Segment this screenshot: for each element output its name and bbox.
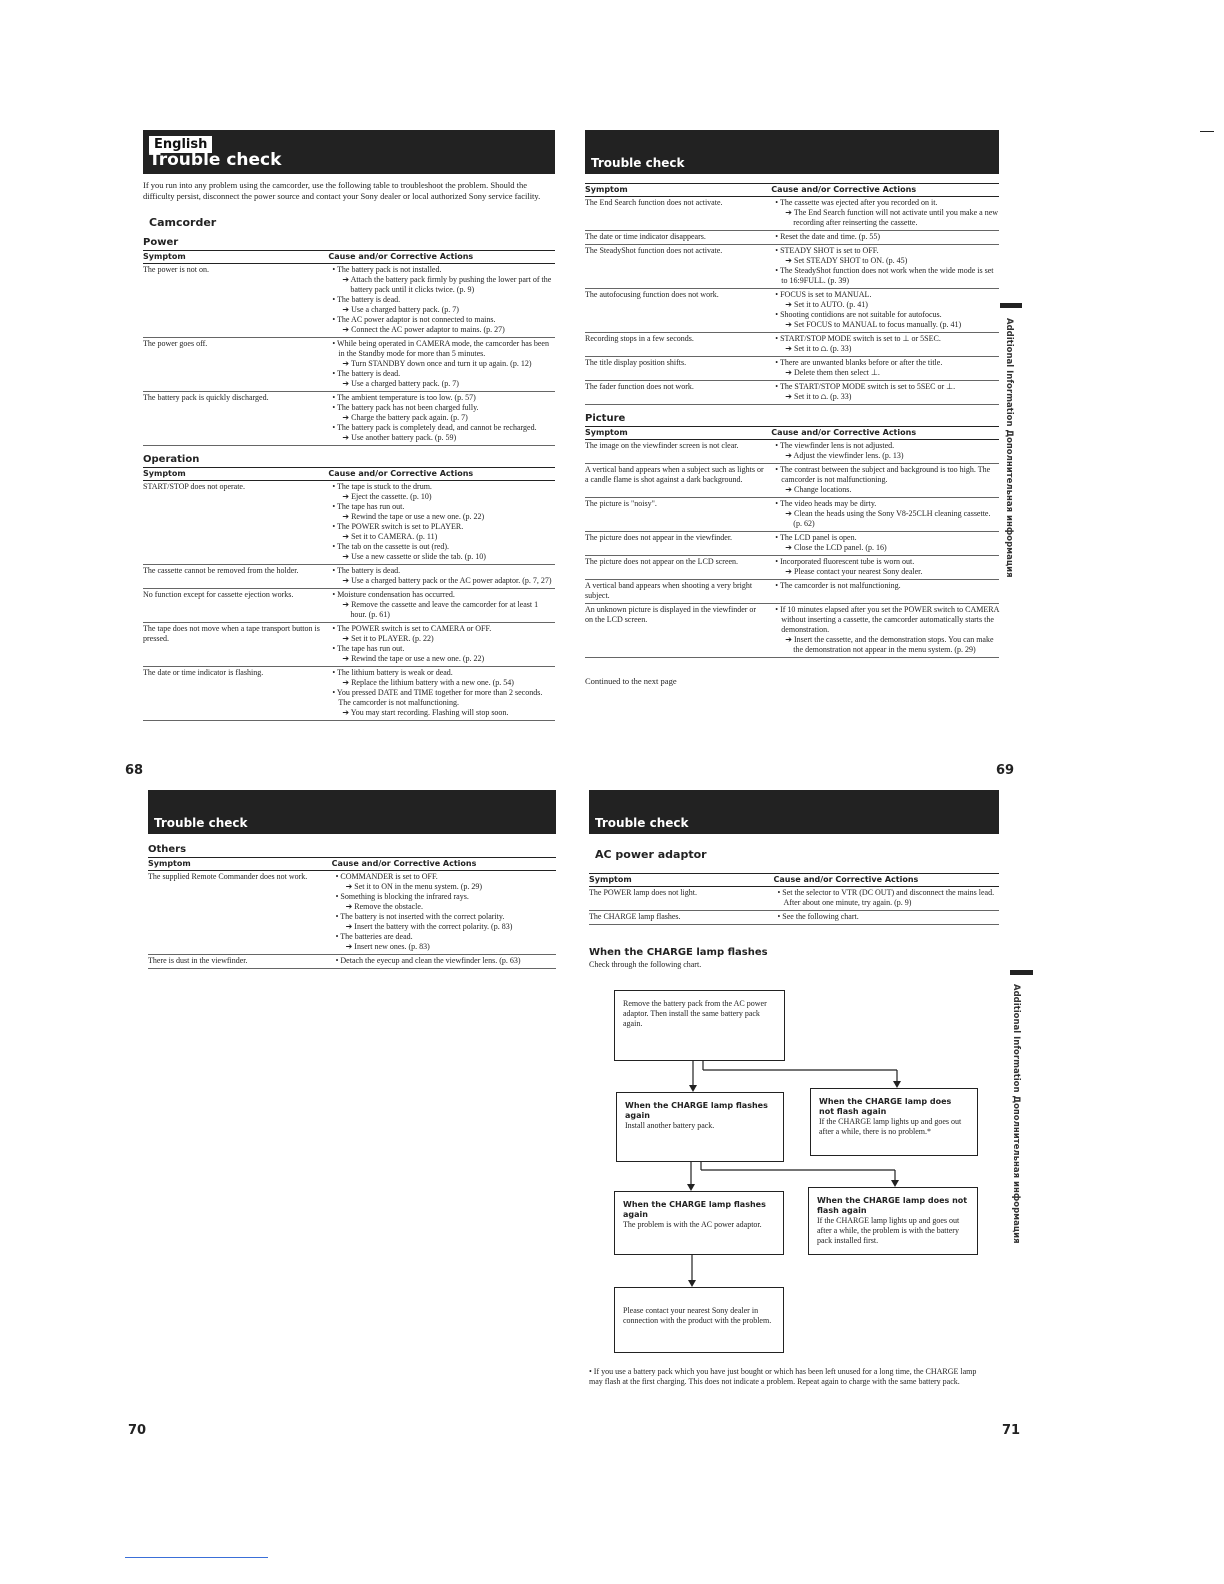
page-title: Trouble check [595,816,689,830]
corrective-action: ➔ Clean the heads using the Sony V8-25CLH cleaning cassette. (p. 62) [785,509,991,528]
corner-mark [1200,131,1214,132]
col-cause: Cause and/or Corrective Actions [774,874,1000,887]
corrective-action: ➔ Use a charged battery pack. (p. 7) [342,305,459,314]
cause-item: • The POWER switch is set to PLAYER. [332,522,464,531]
cause-cell [328,338,555,392]
corrective-action: ➔ Set it to ON in the menu system. (p. 29) [345,882,483,891]
symptom-cell: The power is not on. [143,264,328,338]
table-row [585,231,999,245]
corrective-action: ➔ Insert new ones. (p. 83) [345,942,430,951]
corrective-action: ➔ Rewind the tape or use a new one. (p. 22) [342,512,485,521]
col-cause: Cause and/or Corrective Actions [332,858,556,871]
cause-cell [328,264,555,338]
symptom-cell: The CHARGE lamp flashes. [589,911,774,925]
footer-rule [125,1557,268,1558]
cause-item: • See the following chart. [777,912,859,921]
table-row [589,911,999,925]
section-marker [1000,303,1022,308]
table-row [585,333,999,357]
cause-item: • The POWER switch is set to CAMERA or OFF. [332,624,492,633]
table-row [143,392,555,446]
cause-cell [771,333,999,357]
corrective-action: ➔ You may start recording. Flashing will stop soon. [342,708,509,717]
corrective-action: ➔ Use a charged battery pack or the AC power adaptor. (p. 7, 27) [342,576,552,585]
page-number-68: 68 [125,763,144,778]
cause-item: • The contrast between the subject and background is too high. The camcorder is not malfunctioning. [775,465,991,484]
flow-step-not-flash-2 [808,1187,978,1255]
cause-item: • START/STOP MODE switch is set to ⊥ or 5SEC. [775,334,941,343]
symptom-cell: The battery pack is quickly discharged. [143,392,328,446]
table-row [143,264,555,338]
cause-item: • The cassette was ejected after you recorded on it. [775,198,938,207]
page-title: Trouble check [154,816,248,830]
cause-item: • You pressed DATE and TIME together for more than 2 seconds. The camcorder is not malfunctioning. [332,688,543,707]
general-table [585,183,999,405]
cause-cell [328,589,555,623]
cause-cell [771,556,999,580]
cause-item: • Detach the eyecup and clean the viewfinder lens. (p. 63) [335,956,521,965]
cause-item: • STEADY SHOT is set to OFF. [775,246,879,255]
cause-cell [771,197,999,231]
flow-step-text: Please contact your nearest Sony dealer in connection with the product with the problem. [623,1306,772,1325]
cause-item: • While being operated in CAMERA mode, the camcorder has been in the Standby mode for more than 5 minutes. [332,339,549,358]
table-row [585,357,999,381]
corrective-action: ➔ Attach the battery pack firmly by pushing the lower part of the battery pack until it clicks twice. (p. 9) [342,275,552,294]
corrective-action: ➔ Charge the battery pack again. (p. 7) [342,413,468,422]
page-69 [585,130,999,686]
corrective-action: ➔ The End Search function will not activate until you make a new recording after reinserting the cassette. [785,208,999,227]
section-heading: AC power adaptor [595,848,707,861]
flow-step-text: Remove the battery pack from the AC power adaptor. Then install the same battery pack again. [623,999,767,1028]
symptom-cell: The date or time indicator disappears. [585,231,771,245]
cause-item: • The SteadyShot function does not work when the wide mode is set to 16:9FULL. (p. 39) [775,266,994,285]
table-row [143,338,555,392]
cause-cell [332,955,556,969]
operation-heading: Operation [143,454,200,465]
table-row [585,532,999,556]
symptom-cell: The supplied Remote Commander does not work. [148,871,332,955]
symptom-cell: There is dust in the viewfinder. [148,955,332,969]
cause-item: • There are unwanted blanks before or after the title. [775,358,943,367]
table-row [143,667,555,721]
cause-item: • Set the selector to VTR (DC OUT) and disconnect the mains lead. After about one minute, try again. (p. 9) [777,888,995,907]
picture-table [585,426,999,658]
symptom-cell: The fader function does not work. [585,381,771,405]
cause-cell [774,911,1000,925]
table-row [585,464,999,498]
cause-item: • Reset the date and time. (p. 55) [775,232,881,241]
cause-cell [771,580,999,604]
cause-item: • The video heads may be dirty. [775,499,877,508]
corrective-action: ➔ Set it to AUTO. (p. 41) [785,300,868,309]
section-heading: Camcorder [149,216,217,229]
table-row [148,955,556,969]
title-banner [148,790,556,834]
symptom-cell: The autofocusing function does not work. [585,289,771,333]
cause-cell [328,565,555,589]
flow-step-head: When the CHARGE lamp does not flash again [817,1196,968,1215]
table-row [143,565,555,589]
flow-step-flashes-again-2 [614,1191,784,1255]
corrective-action: ➔ Remove the obstacle. [345,902,423,911]
flow-step-text: Install another battery pack. [625,1121,715,1130]
corrective-action: ➔ Use another battery pack. (p. 59) [342,433,457,442]
col-cause: Cause and/or Corrective Actions [771,184,999,197]
symptom-cell: START/STOP does not operate. [143,481,328,565]
cause-item: • The tape has run out. [332,502,405,511]
cause-item: • The START/STOP MODE switch is set to 5SEC or ⊥. [775,382,956,391]
symptom-cell: An unknown picture is displayed in the viewfinder or on the LCD screen. [585,604,771,658]
language-tag: English [149,136,212,153]
table-row [589,887,999,911]
section-marker [1010,970,1033,975]
corrective-action: ➔ Set it to PLAYER. (p. 22) [342,634,434,643]
col-symptom: Symptom [589,874,774,887]
symptom-cell: No function except for cassette ejection works. [143,589,328,623]
symptom-cell: A vertical band appears when shooting a very bright subject. [585,580,771,604]
table-row [585,197,999,231]
corrective-action: ➔ Close the LCD panel. (p. 16) [785,543,887,552]
continued-note: Continued to the next page [585,676,677,686]
symptom-cell: Recording stops in a few seconds. [585,333,771,357]
flow-step-text: The problem is with the AC power adaptor. [623,1220,762,1229]
cause-item: • The batteries are dead. [335,932,413,941]
cause-item: • If 10 minutes elapsed after you set the POWER switch to CAMERA without inserting a cassette, the camcorder automatically starts the demonstration. [775,605,999,634]
cause-cell [328,623,555,667]
col-cause: Cause and/or Corrective Actions [328,251,555,264]
symptom-cell: The title display position shifts. [585,357,771,381]
cause-cell [771,381,999,405]
cause-cell [328,667,555,721]
col-symptom: Symptom [585,184,771,197]
table-row [143,623,555,667]
corrective-action: ➔ Change locations. [785,485,852,494]
col-symptom: Symptom [143,468,328,481]
table-row [585,381,999,405]
side-tab-label: Additional Information Дополнительная информация [1004,318,1014,578]
corrective-action: ➔ Insert the battery with the correct polarity. (p. 83) [345,922,513,931]
flow-step-remove-battery [614,990,785,1061]
cause-item: • The LCD panel is open. [775,533,857,542]
flow-step-contact-dealer [614,1287,784,1353]
title-banner [585,130,999,174]
cause-item: • The battery pack has not been charged fully. [332,403,479,412]
title-banner [143,130,555,174]
col-symptom: Symptom [585,427,771,440]
page-70 [148,790,556,969]
corrective-action: ➔ Turn STANDBY down once and turn it up again. (p. 12) [342,359,532,368]
flow-step-text: If the CHARGE lamp lights up and goes out after a while, there is no problem.* [819,1117,962,1136]
table-row [585,289,999,333]
col-symptom: Symptom [143,251,328,264]
corrective-action: ➔ Eject the cassette. (p. 10) [342,492,432,501]
page-number-71: 71 [1002,1423,1021,1438]
corrective-action: ➔ Connect the AC power adaptor to mains. (p. 27) [342,325,505,334]
cause-item: • The ambient temperature is too low. (p. 57) [332,393,476,402]
flow-step-head: When the CHARGE lamp flashes again [623,1200,766,1219]
symptom-cell: The power goes off. [143,338,328,392]
flow-step-head: When the CHARGE lamp does not flash again [819,1097,952,1116]
flow-step-flashes-again-1 [616,1092,784,1162]
cause-item: • The tab on the cassette is out (red). [332,542,450,551]
flow-step-head: When the CHARGE lamp flashes again [625,1101,768,1120]
charge-heading: When the CHARGE lamp flashes [589,947,768,958]
symptom-cell: The image on the viewfinder screen is not clear. [585,440,771,464]
power-table [143,250,555,446]
cause-item: • The battery is dead. [332,566,401,575]
page-68 [143,130,555,721]
cause-item: • Moisture condensation has occurred. [332,590,455,599]
cause-cell [774,887,1000,911]
charge-intro: Check through the following chart. [589,960,702,969]
corrective-action: ➔ Set STEADY SHOT to ON. (p. 45) [785,256,908,265]
corrective-action: ➔ Use a charged battery pack. (p. 7) [342,379,459,388]
cause-cell [771,440,999,464]
cause-item: • The AC power adaptor is not connected to mains. [332,315,496,324]
cause-item: • The viewfinder lens is not adjusted. [775,441,895,450]
ac-table [589,873,999,925]
table-row [585,245,999,289]
title-banner [589,790,999,834]
table-row [143,481,555,565]
page-71 [589,790,999,970]
power-heading: Power [143,237,179,248]
flow-step-not-flash-1 [810,1088,978,1156]
corrective-action: ➔ Remove the cassette and leave the camcorder for at least 1 hour. (p. 61) [342,600,539,619]
footnote: • If you use a battery pack which you have just bought or which has been left unused for a long time, the CHARGE lamp may flash at the first charging. This does not indicate a problem. Repeat again to charge with the same battery pack. [589,1367,977,1386]
col-symptom: Symptom [148,858,332,871]
corrective-action: ➔ Use a new cassette or slide the tab. (p. 10) [342,552,486,561]
cause-cell [771,604,999,658]
symptom-cell: The POWER lamp does not light. [589,887,774,911]
table-row [143,589,555,623]
cause-item: • Shooting contidions are not suitable for autofocus. [775,310,942,319]
col-cause: Cause and/or Corrective Actions [328,468,555,481]
cause-cell [771,289,999,333]
cause-cell [771,532,999,556]
corrective-action: ➔ Adjust the viewfinder lens. (p. 13) [785,451,904,460]
cause-item: • The lithium battery is weak or dead. [332,668,453,677]
others-table [148,857,556,969]
corrective-action: ➔ Replace the lithium battery with a new one. (p. 54) [342,678,514,687]
cause-cell [771,464,999,498]
cause-cell [332,871,556,955]
page-number-69: 69 [996,763,1015,778]
table-row [585,440,999,464]
page-title: Trouble check [591,156,685,170]
page-number-70: 70 [128,1423,147,1438]
corrective-action: ➔ Please contact your nearest Sony dealer. [785,567,923,576]
corrective-action: ➔ Rewind the tape or use a new one. (p. 22) [342,654,485,663]
symptom-cell: The picture does not appear in the viewfinder. [585,532,771,556]
cause-item: • The battery is not inserted with the correct polarity. [335,912,505,921]
corrective-action: ➔ Set it to ⩍. (p. 33) [785,344,852,353]
table-row [585,604,999,658]
picture-heading: Picture [585,413,626,424]
cause-item: • FOCUS is set to MANUAL. [775,290,872,299]
symptom-cell: A vertical band appears when a subject such as lights or a candle flame is shot against a dark background. [585,464,771,498]
flow-step-text: If the CHARGE lamp lights up and goes out after a while, the problem is with the battery pack installed first. [817,1216,960,1245]
symptom-cell: The tape does not move when a tape transport button is pressed. [143,623,328,667]
cause-cell [771,245,999,289]
others-heading: Others [148,844,187,855]
cause-item: • The battery pack is not installed. [332,265,442,274]
corrective-action: ➔ Set it to ⩍. (p. 33) [785,392,852,401]
cause-cell [328,392,555,446]
corrective-action: ➔ Set it to CAMERA. (p. 11) [342,532,438,541]
corrective-action: ➔ Set FOCUS to MANUAL to focus manually. (p. 41) [785,320,962,329]
cause-item: • The battery is dead. [332,295,401,304]
table-row [148,871,556,955]
corrective-action: ➔ Delete them then select ⊥. [785,368,880,377]
symptom-cell: The End Search function does not activate. [585,197,771,231]
col-cause: Cause and/or Corrective Actions [771,427,999,440]
symptom-cell: The date or time indicator is flashing. [143,667,328,721]
table-row [585,498,999,532]
cause-item: • The tape has run out. [332,644,405,653]
cause-item: • Something is blocking the infrared rays. [335,892,469,901]
table-row [585,556,999,580]
side-tab-label: Additional Information Дополнительная информация [1011,984,1021,1244]
symptom-cell: The SteadyShot function does not activate. [585,245,771,289]
cause-item: • COMMANDER is set to OFF. [335,872,438,881]
cause-cell [771,498,999,532]
table-row [585,580,999,604]
operation-table [143,467,555,721]
cause-cell [771,231,999,245]
cause-cell [771,357,999,381]
cause-cell [328,481,555,565]
symptom-cell: The picture does not appear on the LCD screen. [585,556,771,580]
cause-item: • The tape is stuck to the drum. [332,482,432,491]
corrective-action: ➔ Insert the cassette, and the demonstration stops. You can make the demonstration not appear in the menu system. (p. 29) [785,635,994,654]
intro-text: If you run into any problem using the camcorder, use the following table to troubleshoot the problem. Should the difficulty persist, disconnect the power source and contact your Sony dealer or local authorized Sony service facility. [143,180,541,201]
cause-item: • The battery pack is completely dead, and cannot be recharged. [332,423,537,432]
symptom-cell: The picture is "noisy". [585,498,771,532]
cause-item: • The battery is dead. [332,369,401,378]
cause-item: • The camcorder is not malfunctioning. [775,581,901,590]
page-title: Trouble check [149,150,282,170]
cause-item: • Incorporated fluorescent tube is worn out. [775,557,915,566]
symptom-cell: The cassette cannot be removed from the holder. [143,565,328,589]
